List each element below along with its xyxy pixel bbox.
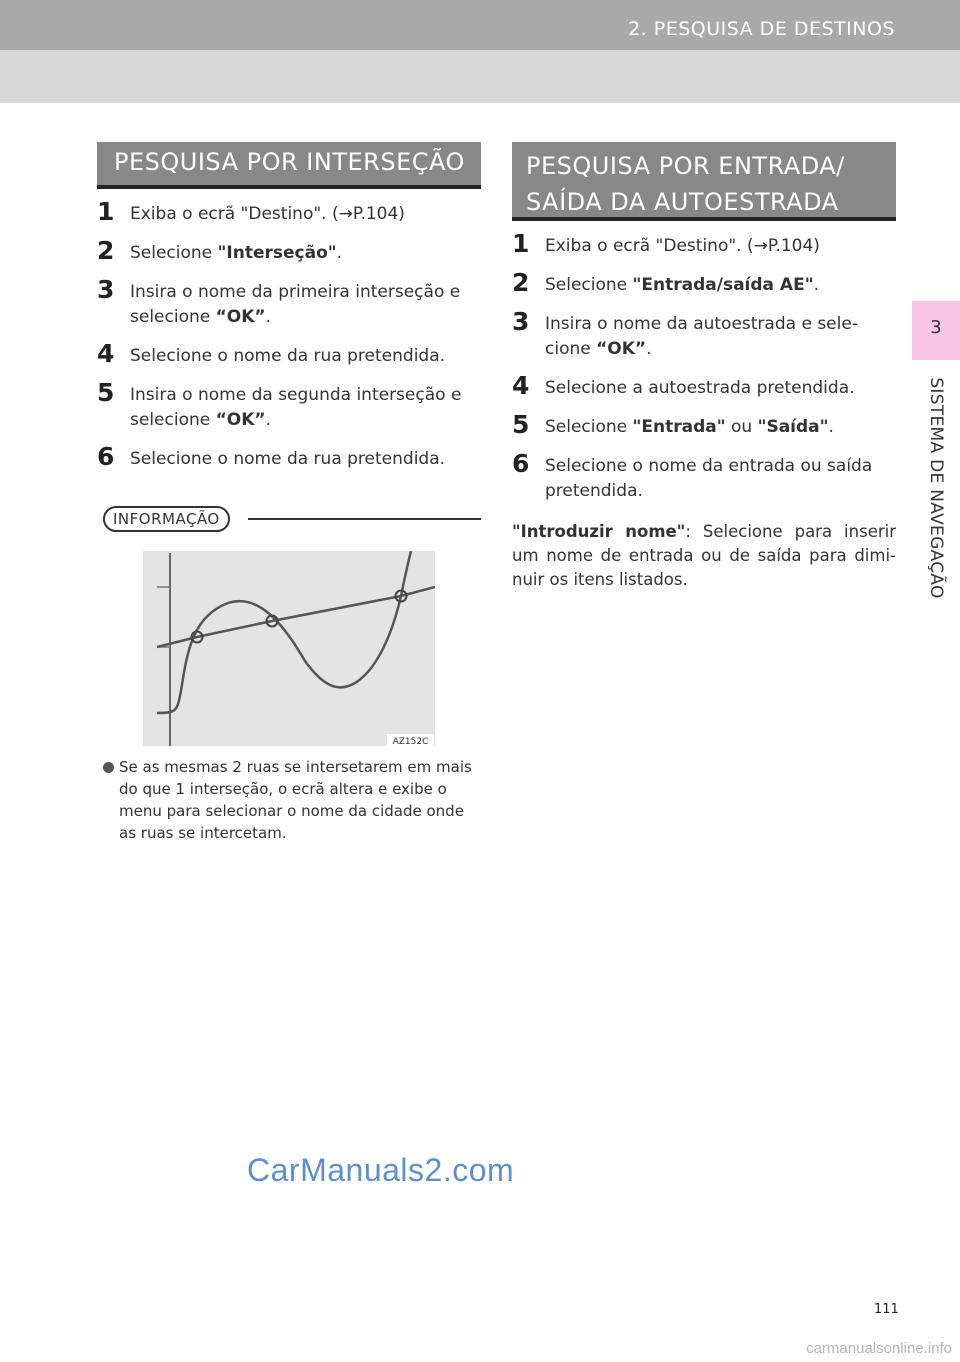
step-option-label: "Interseção" (217, 243, 337, 263)
step-text: Insira o nome da segunda interseção e selecione (130, 385, 462, 430)
enter-name-description: : Selecione para inserir um nome de entrada ou de saída para dimi-nuir os itens listados. (512, 522, 896, 589)
step-item (512, 229, 896, 259)
step-number: 5 (97, 378, 115, 407)
step-number: 1 (97, 197, 115, 226)
step-text: Selecione (545, 417, 633, 437)
page-number: 111 (874, 1302, 899, 1317)
intersection-diagram (143, 551, 435, 746)
step-text: Selecione o nome da rua pretendida. (130, 449, 446, 469)
step-text-suffix: . (265, 307, 271, 327)
step-number: 3 (512, 307, 530, 336)
step-text: Selecione o nome da entrada ou saída pretendida. (545, 456, 873, 501)
section-title-highway (512, 142, 896, 221)
step-text-suffix: . (828, 417, 834, 437)
step-number: 2 (97, 236, 115, 265)
step-text: Insira o nome da autoestrada e sele-cione (545, 314, 858, 359)
step-item (97, 236, 481, 266)
step-text: Selecione a autoestrada pretendida. (545, 378, 855, 398)
step-text: Selecione (130, 243, 218, 263)
step-number: 6 (97, 442, 115, 471)
highway-steps (512, 229, 896, 518)
side-chapter-title: SISTEMA DE NAVEGAÇÃO (926, 377, 946, 599)
info-bullet-text: Se as mesmas 2 ruas se intersetarem em mais do que 1 interseção, o ecrã altera e exibe o menu para selecionar o nome da cidade onde as ruas se intercetam. (119, 758, 472, 842)
step-item (512, 449, 896, 504)
info-bullet (103, 756, 481, 844)
step-option-label: "Saída" (757, 417, 829, 437)
step-number: 5 (512, 410, 530, 439)
step-text: Insira o nome da primeira interseção e selecione (130, 282, 461, 327)
chapter-number: 3 (930, 317, 942, 338)
enter-name-note (512, 520, 896, 592)
step-text-mid: ou (725, 417, 758, 437)
step-item (512, 268, 896, 298)
step-item (97, 197, 481, 227)
step-text-suffix: . (813, 275, 819, 295)
bullet-dot (103, 762, 114, 773)
step-number: 3 (97, 275, 115, 304)
step-option-label: “OK” (215, 410, 266, 430)
step-item (97, 378, 481, 433)
step-option-label: "Entrada" (632, 417, 726, 437)
step-item (512, 410, 896, 440)
step-text: Exiba o ecrã "Destino". (→P.104) (545, 236, 820, 256)
step-option-label: "Entrada/saída AE" (632, 275, 814, 295)
step-number: 4 (97, 339, 115, 368)
step-number: 1 (512, 229, 530, 258)
chapter-tab (912, 301, 960, 360)
intersection-steps (97, 197, 481, 486)
watermark-logo: CarManuals2.com (247, 1152, 515, 1188)
enter-name-label: "Introduzir nome" (512, 522, 686, 541)
step-text: Selecione (545, 275, 633, 295)
info-label: INFORMAÇÃO (103, 506, 230, 532)
step-item (97, 275, 481, 330)
step-item (97, 442, 481, 472)
step-item (512, 371, 896, 401)
step-text-suffix: . (646, 339, 652, 359)
step-text-suffix: . (265, 410, 271, 430)
step-text: Exiba o ecrã "Destino". (→P.104) (130, 204, 405, 224)
info-divider (248, 518, 481, 520)
step-text-suffix: . (336, 243, 343, 263)
header-strip (0, 0, 960, 50)
figure-code: AZ152C (392, 737, 429, 746)
step-number: 2 (512, 268, 530, 297)
step-number: 4 (512, 371, 530, 400)
section-title-line: SAÍDA DA AUTOESTRADA (526, 188, 839, 216)
footer-watermark: carmanualsonline.info (806, 1340, 952, 1357)
step-item (512, 307, 896, 362)
step-option-label: “OK” (215, 307, 266, 327)
section-title-line: PESQUISA POR ENTRADA/ (526, 152, 845, 180)
step-item (97, 339, 481, 369)
section-title-intersection: PESQUISA POR INTERSEÇÃO (97, 142, 481, 189)
diagram-background (143, 551, 435, 746)
step-option-label: “OK” (596, 339, 647, 359)
chapter-title: 2. PESQUISA DE DESTINOS (628, 18, 895, 40)
step-text: Selecione o nome da rua pretendida. (130, 346, 446, 366)
step-number: 6 (512, 449, 530, 478)
